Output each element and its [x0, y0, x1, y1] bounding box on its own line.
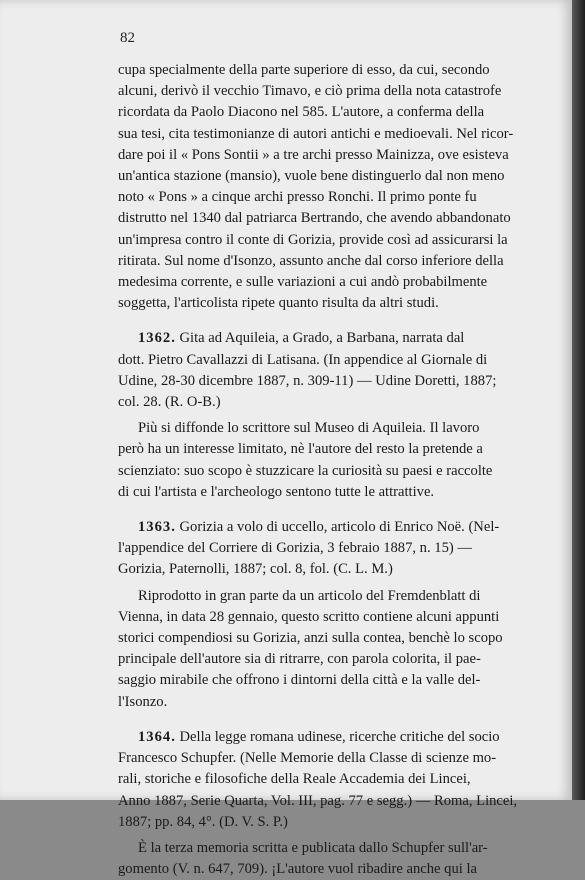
entry-1363: [118, 517, 528, 713]
entry-first-line: [118, 727, 528, 748]
entry-number: 1362.: [138, 330, 176, 347]
text-line: Udine, 28-30 dicembre 1887, n. 309-11) — Udine Doretti, 1887;: [118, 372, 497, 389]
text-line: 1887; pp. 84, 4°. (D. V. S. P.): [118, 813, 288, 830]
text-line: soggetta, l'articolista ripete quanto risulta da altri studi.: [118, 295, 439, 312]
text-line: col. 28. (R. O-B.): [118, 394, 221, 411]
page-text: [118, 60, 528, 880]
text-line: medesima corrente, e sulle variazioni a cui andò probabilmente: [118, 274, 488, 291]
entry-header: [118, 727, 528, 833]
text-line: di cui l'artista e l'archeologo sentono tutte le attrattive.: [118, 483, 435, 500]
text-line: un'antica stazione (mansio), vuole bene distinguerlo dal non meno: [118, 168, 505, 185]
text-line: Gorizia a volo di uccello, articolo di Enrico Noë. (Nel-: [179, 519, 500, 536]
text-line: l'appendice del Corriere di Gorizia, 3 febraio 1887, n. 15) —: [118, 540, 472, 557]
text-line: Riprodotto in gran parte da un articolo del Fremdenblatt di: [138, 587, 481, 604]
text-line: cupa specialmente della parte superiore di esso, da cui, secondo: [118, 62, 490, 78]
entry-body: [118, 586, 528, 713]
text-line: però ha un interesse limitato, nè l'autore del resto la pretende a: [118, 441, 483, 458]
text-line: ritirata. Sul nome d'Isonzo, assunto anche dal corso inferiore della: [118, 252, 504, 269]
entry-body: [118, 838, 528, 880]
text-line: saggio mirabile che offrono i dintorni della città e la valle del-: [118, 672, 481, 689]
page-edge-shadow: [572, 0, 585, 800]
text-line: l'Isonzo.: [118, 693, 168, 710]
text-line: alcuni, derivò il vecchio Timavo, e ciò prima della nota catastrofe: [118, 83, 502, 100]
text-line: Francesco Schupfer. (Nelle Memorie della Classe di scienze mo-: [118, 750, 497, 767]
text-line: ricordata da Paolo Diacono nel 585. L'autore, a conferma della: [118, 104, 485, 121]
entry-header: [118, 517, 528, 581]
entry-1364: [118, 727, 528, 880]
text-line: Anno 1887, Serie Quarta, Vol. III, pag. 77 e segg.) — Roma, Lincei,: [118, 792, 518, 809]
text-line: Gita ad Aquileia, a Grado, a Barbana, narrata dal: [179, 330, 465, 347]
text-line: principale dell'autore sia di ritrarre, con parola colorita, il pae-: [118, 651, 481, 668]
text-line: noto « Pons » a cinque archi presso Ronchi. Il primo ponte fu: [118, 189, 477, 206]
text-line: Vienna, in data 28 gennaio, questo scritto contiene alcuni appunti: [118, 608, 500, 625]
entry-header: [118, 328, 528, 413]
entry-body: [118, 418, 528, 503]
text-line: Più si diffonde lo scrittore sul Museo di Aquileia. Il lavoro: [138, 420, 480, 437]
text-line: scienziato: suo scopo è stuzzicare la curiosità su paesi e raccolte: [118, 462, 493, 479]
page-number: 82: [120, 30, 135, 46]
text-line: distrutto nel 1340 dal patriarca Bertrando, che avendo abbandonato: [118, 210, 511, 227]
entry-first-line: [118, 517, 528, 538]
text-line: È la terza memoria scritta e publicata dallo Schupfer sull'ar-: [138, 839, 488, 856]
entry-number: 1364.: [138, 728, 176, 745]
intro-paragraph: [118, 60, 528, 314]
text-line: Della legge romana udinese, ricerche critiche del socio: [179, 728, 500, 745]
text-line: storici compendiosi su Gorizia, anzi sulla contea, benchè lo scopo: [118, 630, 503, 647]
text-line: Gorizia, Paternolli, 1887; col. 8, fol. (C. L. M.): [118, 561, 393, 578]
text-line: gomento (V. n. 647, 709). ¡L'autore vuol ribadire anche qui la: [118, 861, 477, 878]
text-line: sua tesi, cita testimonianze di autori antichi e medioevali. Nel ricor-: [118, 125, 514, 142]
text-line: dare poi il « Pons Sontii » a tre archi presso Mainizza, ove esisteva: [118, 146, 509, 163]
text-line: un'impresa contro il conte di Gorizia, provide così ad assicurarsi la: [118, 231, 508, 248]
entry-1362: [118, 328, 528, 503]
entry-number: 1363.: [138, 519, 176, 536]
text-line: dott. Pietro Cavallazzi di Latisana. (In appendice al Giornale di: [118, 351, 488, 368]
entry-first-line: [118, 328, 528, 349]
text-line: rali, storiche e filosofiche della Reale Accademia dei Lincei,: [118, 771, 471, 788]
